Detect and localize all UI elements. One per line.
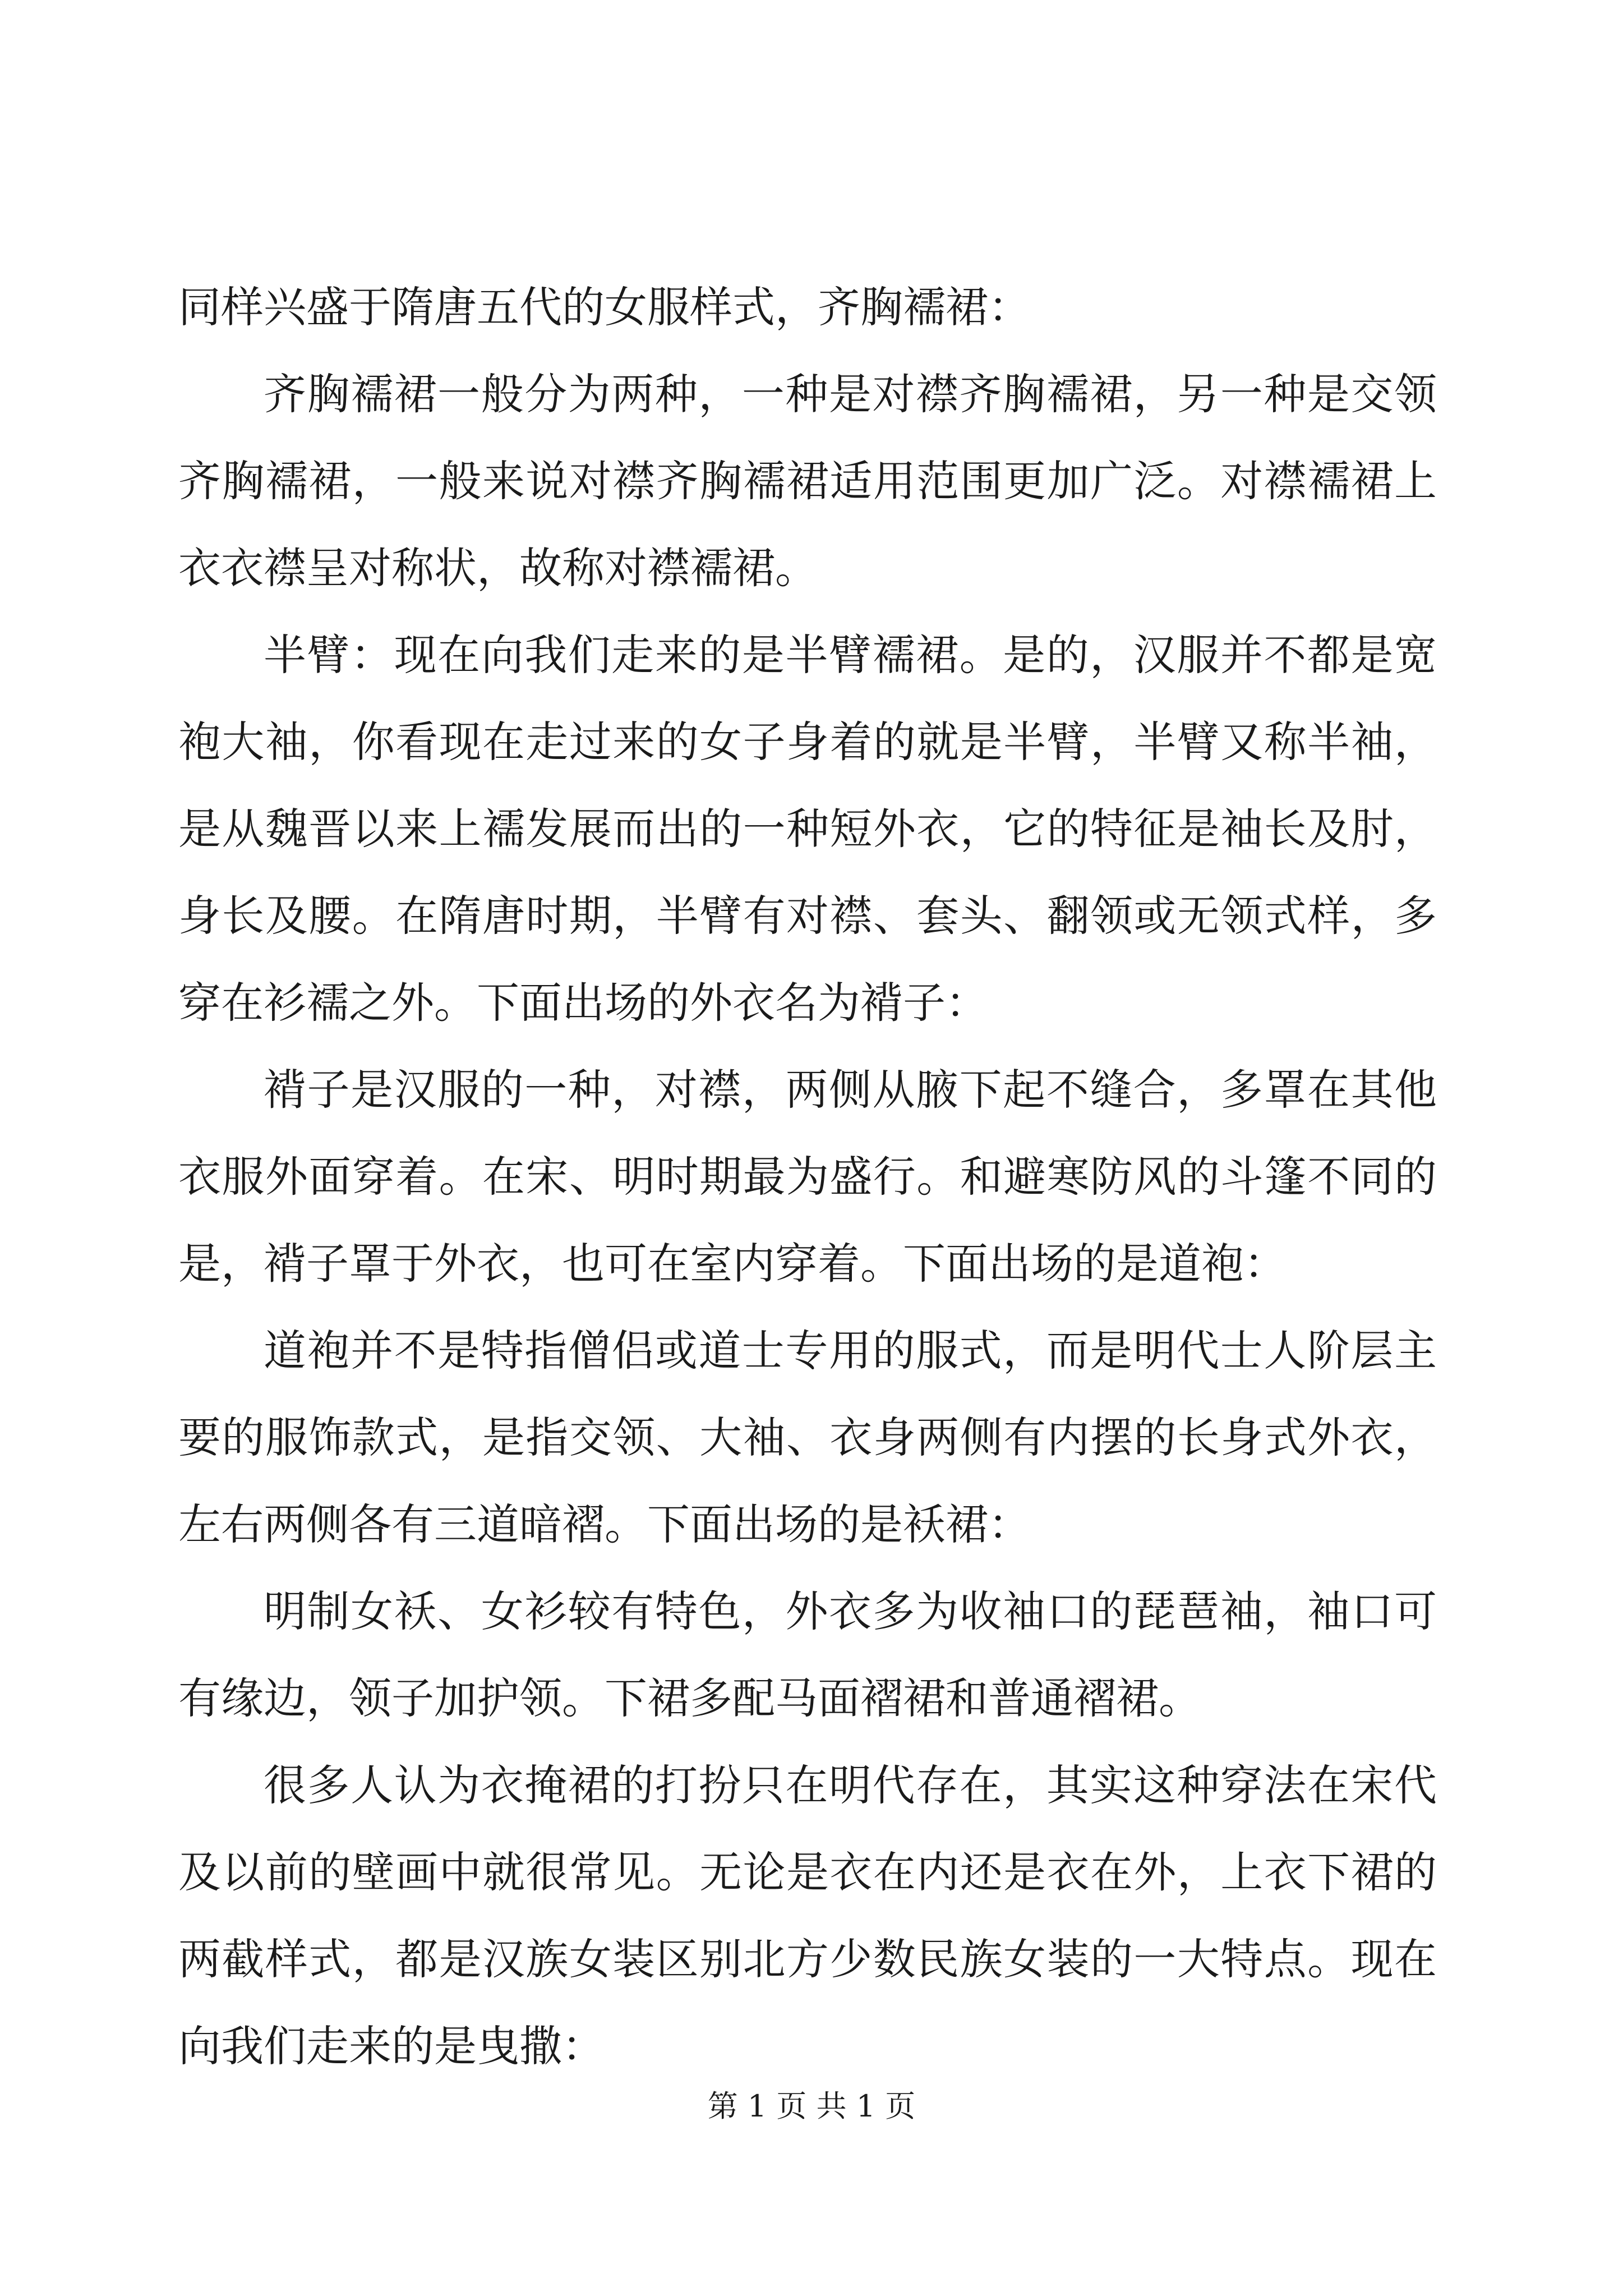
paragraph-qixiong-ruqun: 齐胸襦裙一般分为两种，一种是对襟齐胸襦裙，另一种是交领齐胸襦裙，一般来说对襟齐胸襦裙适用范围更加广泛。对襟襦裙上衣衣襟呈对称状，故称对襟襦裙。 <box>178 369 1437 593</box>
paragraph-intro: 同样兴盛于隋唐五代的女服样式，齐胸襦裙： <box>178 282 1031 332</box>
document-body <box>178 264 1437 2090</box>
paragraph-beizi: 褙子是汉服的一种，对襟，两侧从腋下起不缝合，多罩在其他衣服外面穿着。在宋、明时期最为盛行。和避寒防风的斗篷不同的是，褙子罩于外衣，也可在室内穿着。下面出场的是道袍： <box>178 1065 1437 1289</box>
paragraph-yiyanqun: 很多人认为衣掩裙的打扮只在明代存在，其实这种穿法在宋代及以前的壁画中就很常见。无论是衣在内还是衣在外，上衣下裙的两截样式，都是汉族女装区别北方少数民族女装的一大特点。现在向我们走来的是曳撒： <box>178 1760 1437 2071</box>
paragraph-aoqun: 明制女袄、女衫较有特色，外衣多为收袖口的琵琶袖，袖口可有缘边，领子加护领。下裙多配马面褶裙和普通褶裙。 <box>178 1586 1437 1723</box>
paragraph-daopao: 道袍并不是特指僧侣或道士专用的服式，而是明代士人阶层主要的服饰款式，是指交领、大袖、衣身两侧有内摆的长身式外衣，左右两侧各有三道暗褶。下面出场的是袄裙： <box>178 1326 1437 1549</box>
page-footer: 第 1 页 共 1 页 <box>707 2088 916 2124</box>
paragraph-banbi: 半臂：现在向我们走来的是半臂襦裙。是的，汉服并不都是宽袍大袖，你看现在走过来的女子身着的就是半臂，半臂又称半袖，是从魏晋以来上襦发展而出的一种短外衣，它的特征是袖长及肘，身长及腰。在隋唐时期，半臂有对襟、套头、翻领或无领式样，多穿在衫襦之外。下面出场的外衣名为褙子： <box>178 630 1437 1028</box>
